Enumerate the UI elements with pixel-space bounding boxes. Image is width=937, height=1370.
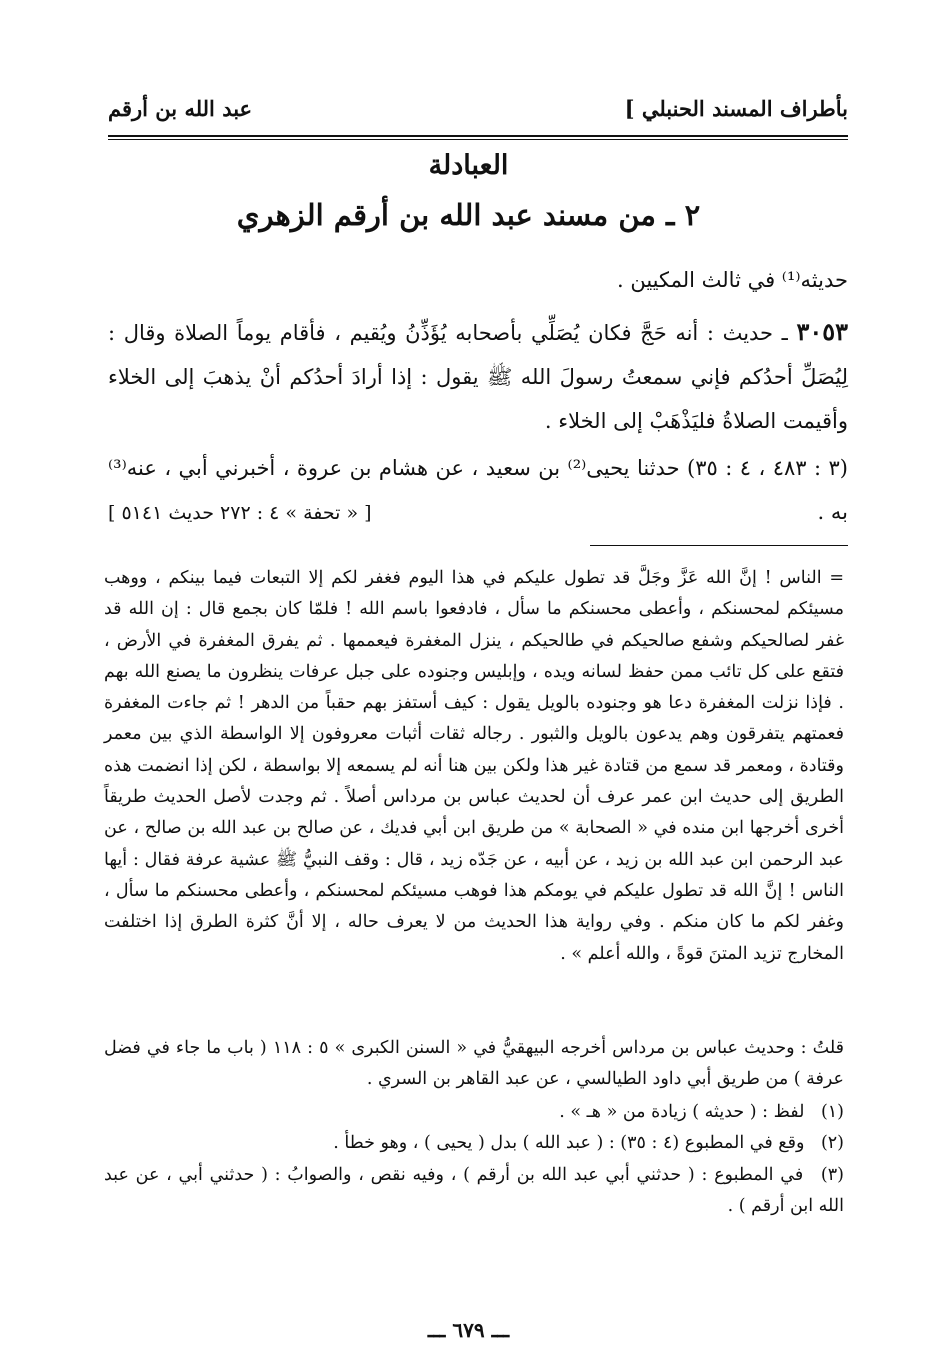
footnote-continued: = الناس ! إنَّ الله عَزَّ وجَلَّ قد تطول عليكم في هذا اليوم فغفر لكم إلا التبعات فيما بينكم ، ووهب مسيئكم لمحسنكم ، وأعطى محسنكم ما سأل ، فادفعوا باسم الله ! فلمّا كان بجمع قال : إن الله قد غفر لصالحيكم وشفع صالحيكم في طالحيكم ، ينزل المغفرة فيعممها . ثم يفرق المغفرة في الأرض ، فتقع على كل تائب ممن حفظ لسانه ويده ، وإبليس وجنوده على جبل عرفات ينظرون ما يصنع الله بهم . فإذا نزلت المغفرة دعا هو وجنوده بالويل يقول : كيف أستفز بهم حقباً من الدهر ! ثم جاءت المغفرة فعمتهم يتفرقون وهم يدعون بالويل والثبور . رجاله ثقات أثبات معروفون إلا الواسطة الذي بين معمر وقتادة ، ومعمر قد سمع من قتادة غير هذا ولكن بين هنا أنه لم يسمعه إلا بواسطة ، لكن إذا انضمت هذه الطريق إلى حديث ابن عمر عرف أن لحديث عباس بن مرداس أصلاً . ثم وجدت لأصل الحديث طريقاً أخرى أخرجها ابن منده في « الصحابة » من طريق ابن أبي فديك ، عن صالح بن عبد الله بن صالح ، عن عبد الرحمن ابن عبد الله بن زيد ، عن أبيه ، عن جَدّه زيد ، قال : وقف النبيُّ ﷺ عشية عرفة فقال : أيها الناس ! إنَّ الله قد تطول عليكم في يومكم هذا فوهب مسيئكم لمحسنكم ، وأعطى محسنكم ما سأل ، وغفر لكم ما كان منكم . وفي رواية هذا الحديث من لا يعرف حاله ، إلا أنَّ كثرة الطرق إذا اختلفت المخارج تزيد المتنَ قوةً ، والله أعلم » . (104, 568, 844, 964)
footnote-divider (590, 545, 848, 546)
page-header (108, 86, 848, 130)
section-subtitle: ٢ ـ من مسند عبد الله بن أرقم الزهري (236, 198, 701, 232)
footnote-item (104, 1097, 844, 1128)
footnote-text: وقع في المطبوع (٤ : ٣٥) : ( عبد الله ) بدل ( يحيى ) ، وهو خطأ . (333, 1133, 805, 1154)
hadith-text: ـ حديث : أنه حَجَّ فكان يُصَلِّي بأصحابه يُؤَذِّنُ ويُقيم ، فأقام يوماً الصلاة وقال : لِيُصَلِّ أحدُكم فإني سمعتُ رسولَ الله ﷺ يقول : إذا أرادَ أحدُكم أنْ يذهبَ إلى الخلاء وأقيمت الصلاةُ فليَذْهَبْ إلى الخلاء . (108, 321, 848, 433)
footnote-item (104, 1128, 844, 1159)
hadith-paragraph (108, 310, 848, 443)
running-head: عبد الله بن أرقم (108, 96, 253, 121)
footnote-marker: (١) (820, 1102, 844, 1122)
header-rule (108, 135, 848, 137)
section-title: العبادلة (428, 150, 509, 181)
footnote-item (104, 1160, 844, 1223)
book-title: بأطراف المسند الحنبلي ] (624, 96, 848, 121)
footnote-qultu: قلتُ : وحديث عباس بن مرداس أخرجه البيهقيُّ في « السنن الكبرى » ٥ : ١١٨ ( باب ما جاء في فضل عرفة ) من طريق أبي داود الطيالسي ، عن عبد القاهر بن السري . (104, 1038, 844, 1090)
hadith-number: ٣٠٥٣ (796, 317, 848, 346)
hadith-intro: حديثه⁽¹⁾ في ثالث المكيين . (617, 268, 848, 292)
tuhfa-reference: [ « تحفة » ٤ : ٢٧٢ حديث ٥١٤١ ] (108, 502, 372, 524)
header-rule-thin (108, 139, 848, 140)
hadith-isnad: (٣ : ٤٨٣ ، ٤ : ٣٥) حدثنا يحيى⁽²⁾ بن سعيد ، عن هشام بن عروة ، أخبرني أبي ، عنه⁽³⁾ به . (108, 456, 848, 524)
footnote-text: في المطبوع : ( حدثني أبي عبد الله بن أرقم ) ، وفيه نقص ، والصوابُ : ( حدثني أبي ، عن عبد الله ابن أرقم ) . (104, 1164, 844, 1216)
footnote-list (104, 1097, 844, 1222)
footnote-marker: (٣) (820, 1164, 844, 1185)
page-number: ـــ ٦٧٩ ـــ (427, 1318, 510, 1342)
footnote-text: لفظ : ( حديثه ) زيادة من « هـ » . (559, 1102, 805, 1122)
footnote-marker: (٢) (820, 1133, 844, 1154)
